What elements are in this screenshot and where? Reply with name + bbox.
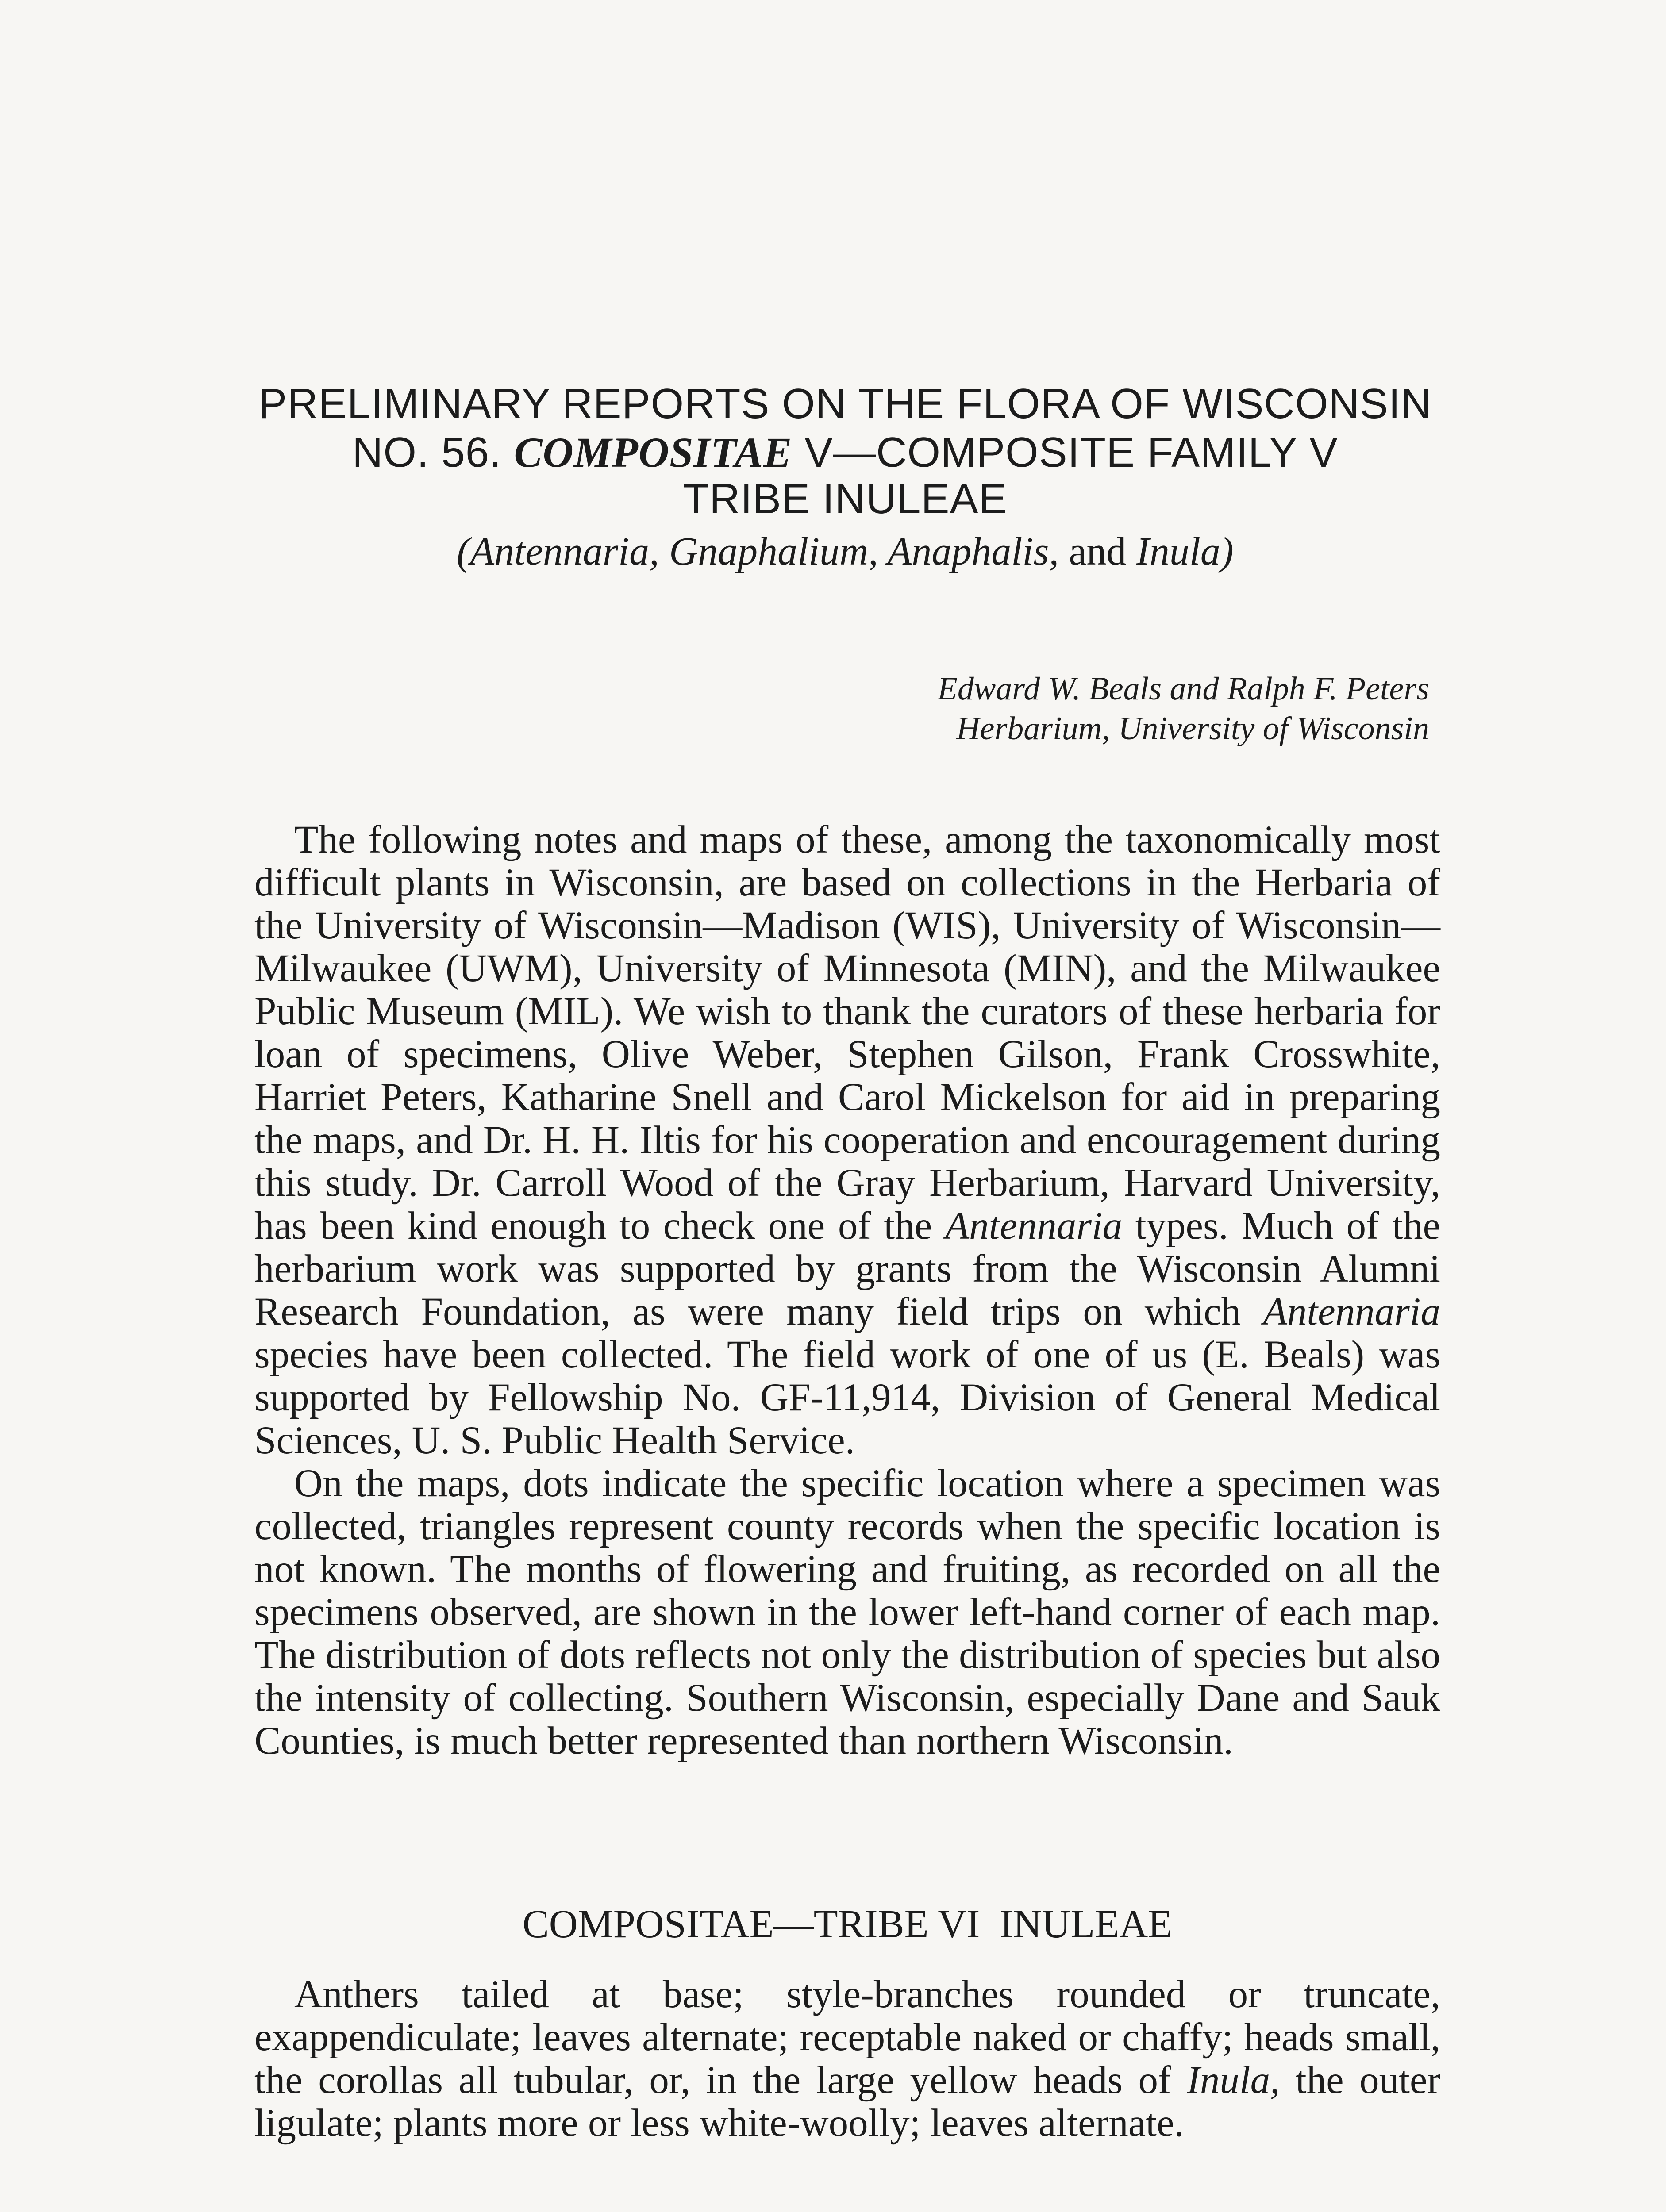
title-tribe: TRIBE INULEAE [683,475,1008,522]
title-number: NO. 56. [352,429,502,476]
title-family-common: V—COMPOSITE FAMILY V [804,429,1338,476]
article-title-line-2 [248,431,1443,474]
article-body [254,818,1440,1763]
maps-paragraph: On the maps, dots indicate the specific location where a specimen was collected, triangles represent county records when the specific location is not known. The months of flowering and fruiting, as recorded on all the specimens observed, are shown in the lower left-hand corner of each map. The distribution of dots reflects not only the distribution of species but also the intensity of collecting. Southern Wisconsin, especially Dane and Sauk Counties, is much better represented than northern Wisconsin. [254,1462,1440,1763]
intro-paragraph: The following notes and maps of these, among the taxonomically most difficult plants in Wisconsin, are based on collections in the Herbaria of the University of Wisconsin—Madison (WIS), University of Wisconsin—Milwaukee (UWM), University of Minnesota (MIN), and the Milwaukee Public Museum (MIL). We wish to thank the curators of these herbaria for loan of specimens, Olive Weber, Stephen Gilson, Frank Crosswhite, Harriet Peters, Katharine Snell and Carol Mickelson for aid in preparing the maps, and Dr. H. H. Iltis for his cooperation and encouragement during this study. Dr. Carroll Wood of the Gray Herbarium, Harvard University, has been kind enough to check one of the Antennaria types. Much of the herbarium work was supported by grants from the Wisconsin Alumni Research Foundation, as were many field trips on which Antennaria species have been collected. The field work of one of us (E. Beals) was supported by Fellowship No. GF-11,914, Division of General Medical Sciences, U. S. Public Health Service. [254,818,1441,1462]
author-affiliation: Herbarium, University of Wisconsin [956,710,1429,747]
article-subtitle: (Antennaria, Gnaphalium, Anaphalis, and Inula) [457,530,1234,573]
tribe-description: Anthers tailed at base; style-branches rounded or truncate, exappendiculate; leaves alternate; receptable naked or chaffy; heads small, the corollas all tubular, or, in the large yellow heads of Inula, the outer ligulate; plants more or less white-woolly; leaves alternate. [254,1973,1441,2145]
title-family-name: COMPOSITAE [514,429,793,476]
section-body [254,1973,1440,2145]
title-text: PRELIMINARY REPORTS ON THE FLORA OF WISCONSIN [258,380,1432,427]
article-title-line-1 [248,380,1443,427]
section-heading: COMPOSITAE—TRIBE VI INULEAE [522,1902,1173,1946]
author-names: Edward W. Beals and Ralph F. Peters [937,671,1429,707]
article-title-line-3 [248,475,1443,522]
